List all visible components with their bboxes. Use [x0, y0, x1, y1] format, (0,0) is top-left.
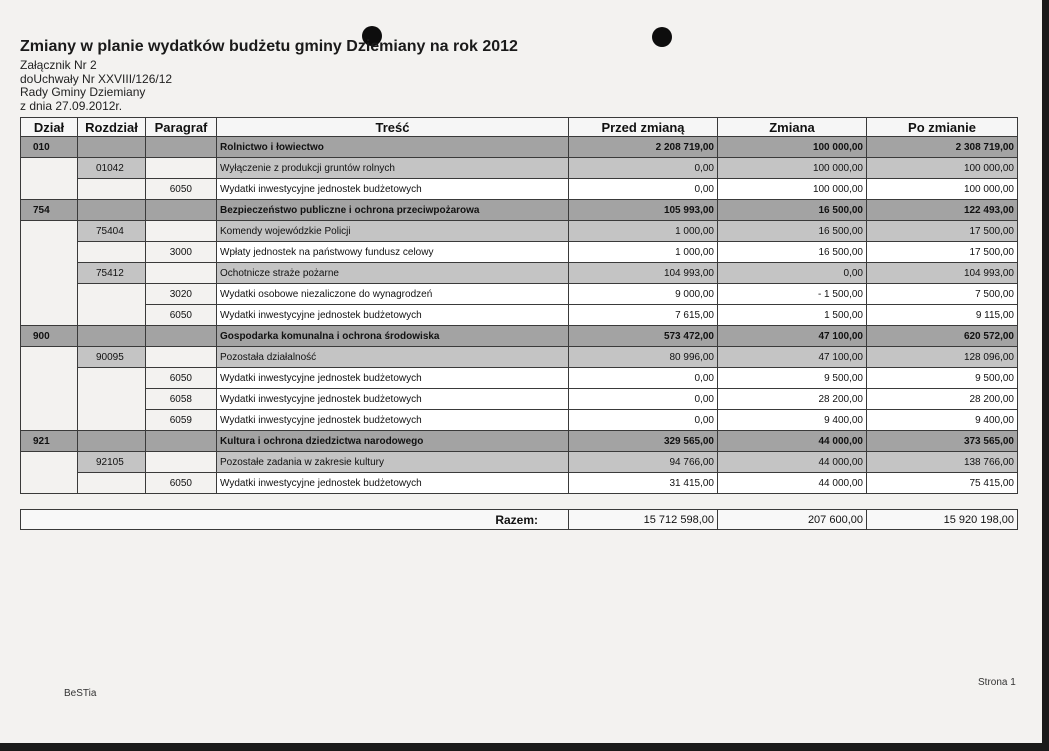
empty-cell: [21, 347, 78, 431]
zmiana-cell: 47 100,00: [718, 326, 867, 347]
empty-cell: [146, 137, 217, 158]
tresc-cell: Wydatki inwestycyjne jednostek budżetowych: [217, 368, 569, 389]
po-zmianie-cell: 17 500,00: [867, 221, 1018, 242]
tresc-cell: Rolnictwo i łowiectwo: [217, 137, 569, 158]
empty-cell: [78, 473, 146, 494]
przed-zmiana-cell: 94 766,00: [569, 452, 718, 473]
paragraf-code: 6059: [146, 410, 217, 431]
dzial-code: 010: [21, 137, 78, 158]
zmiana-cell: 9 400,00: [718, 410, 867, 431]
header-przed-zmiana: Przed zmianą: [569, 118, 718, 137]
total-zmiana: 207 600,00: [718, 510, 867, 530]
zmiana-cell: 9 500,00: [718, 368, 867, 389]
expenditure-table: [20, 117, 1018, 494]
po-zmianie-cell: 2 308 719,00: [867, 137, 1018, 158]
rozdzial-row: [21, 221, 1018, 242]
po-zmianie-cell: 138 766,00: [867, 452, 1018, 473]
paragraf-row: [21, 368, 1018, 389]
przed-zmiana-cell: 105 993,00: [569, 200, 718, 221]
przed-zmiana-cell: 7 615,00: [569, 305, 718, 326]
total-przed: 15 712 598,00: [569, 510, 718, 530]
tresc-cell: Pozostała działalność: [217, 347, 569, 368]
zmiana-cell: 44 000,00: [718, 473, 867, 494]
po-zmianie-cell: 9 500,00: [867, 368, 1018, 389]
total-label: Razem:: [21, 510, 569, 530]
table-header-row: [21, 118, 1018, 137]
przed-zmiana-cell: 573 472,00: [569, 326, 718, 347]
tresc-cell: Wydatki inwestycyjne jednostek budżetowych: [217, 473, 569, 494]
paragraf-code: 6058: [146, 389, 217, 410]
zmiana-cell: 100 000,00: [718, 137, 867, 158]
rozdzial-row: [21, 347, 1018, 368]
tresc-cell: Wydatki inwestycyjne jednostek budżetowych: [217, 389, 569, 410]
rozdzial-code: 75404: [78, 221, 146, 242]
paragraf-row: [21, 305, 1018, 326]
empty-cell: [146, 200, 217, 221]
punch-hole: [652, 27, 672, 47]
empty-cell: [78, 368, 146, 431]
tresc-cell: Komendy wojewódzkie Policji: [217, 221, 569, 242]
po-zmianie-cell: 7 500,00: [867, 284, 1018, 305]
header-po-zmianie: Po zmianie: [867, 118, 1018, 137]
przed-zmiana-cell: 0,00: [569, 368, 718, 389]
empty-cell: [21, 158, 78, 200]
zmiana-cell: 16 500,00: [718, 200, 867, 221]
zmiana-cell: 44 000,00: [718, 452, 867, 473]
rozdzial-row: [21, 158, 1018, 179]
przed-zmiana-cell: 1 000,00: [569, 221, 718, 242]
footer-page-number: Strona 1: [978, 677, 1016, 688]
zmiana-cell: 100 000,00: [718, 179, 867, 200]
paragraf-row: [21, 179, 1018, 200]
rozdzial-row: [21, 452, 1018, 473]
document-metadata: [20, 59, 172, 113]
total-po: 15 920 198,00: [867, 510, 1018, 530]
rozdzial-code: 90095: [78, 347, 146, 368]
paragraf-row: [21, 242, 1018, 263]
po-zmianie-cell: 128 096,00: [867, 347, 1018, 368]
po-zmianie-cell: 122 493,00: [867, 200, 1018, 221]
header-rozdzial: Rozdział: [78, 118, 146, 137]
przed-zmiana-cell: 1 000,00: [569, 242, 718, 263]
empty-cell: [21, 221, 78, 326]
resolution-number: doUchwały Nr XXVIII/126/12: [20, 71, 173, 86]
dzial-row: [21, 326, 1018, 347]
empty-cell: [146, 263, 217, 284]
header-paragraf: Paragraf: [146, 118, 217, 137]
zmiana-cell: 100 000,00: [718, 158, 867, 179]
zmiana-cell: 47 100,00: [718, 347, 867, 368]
dzial-code: 900: [21, 326, 78, 347]
po-zmianie-cell: 75 415,00: [867, 473, 1018, 494]
po-zmianie-cell: 100 000,00: [867, 179, 1018, 200]
paragraf-code: 6050: [146, 305, 217, 326]
przed-zmiana-cell: 104 993,00: [569, 263, 718, 284]
dzial-code: 754: [21, 200, 78, 221]
tresc-cell: Ochotnicze straże pożarne: [217, 263, 569, 284]
header-zmiana: Zmiana: [718, 118, 867, 137]
przed-zmiana-cell: 80 996,00: [569, 347, 718, 368]
paragraf-code: 6050: [146, 179, 217, 200]
przed-zmiana-cell: 31 415,00: [569, 473, 718, 494]
empty-cell: [21, 452, 78, 494]
header-tresc: Treść: [217, 118, 569, 137]
dzial-code: 921: [21, 431, 78, 452]
paragraf-code: 3020: [146, 284, 217, 305]
po-zmianie-cell: 620 572,00: [867, 326, 1018, 347]
dzial-row: [21, 200, 1018, 221]
przed-zmiana-cell: 0,00: [569, 179, 718, 200]
empty-cell: [146, 326, 217, 347]
dzial-row: [21, 431, 1018, 452]
header-dzial: Dział: [21, 118, 78, 137]
po-zmianie-cell: 373 565,00: [867, 431, 1018, 452]
paragraf-row: [21, 389, 1018, 410]
tresc-cell: Wydatki inwestycyjne jednostek budżetowych: [217, 179, 569, 200]
zmiana-cell: 1 500,00: [718, 305, 867, 326]
paragraf-row: [21, 473, 1018, 494]
przed-zmiana-cell: 0,00: [569, 410, 718, 431]
tresc-cell: Wpłaty jednostek na państwowy fundusz celowy: [217, 242, 569, 263]
tresc-cell: Bezpieczeństwo publiczne i ochrona przeciwpożarowa: [217, 200, 569, 221]
zmiana-cell: 44 000,00: [718, 431, 867, 452]
zmiana-cell: - 1 500,00: [718, 284, 867, 305]
przed-zmiana-cell: 0,00: [569, 389, 718, 410]
przed-zmiana-cell: 2 208 719,00: [569, 137, 718, 158]
rozdzial-code: 92105: [78, 452, 146, 473]
po-zmianie-cell: 9 115,00: [867, 305, 1018, 326]
tresc-cell: Wydatki osobowe niezaliczone do wynagrodzeń: [217, 284, 569, 305]
paragraf-code: 6050: [146, 368, 217, 389]
paragraf-code: 3000: [146, 242, 217, 263]
empty-cell: [78, 284, 146, 326]
resolution-date: z dnia 27.09.2012r.: [20, 98, 123, 113]
po-zmianie-cell: 17 500,00: [867, 242, 1018, 263]
empty-cell: [78, 137, 146, 158]
po-zmianie-cell: 9 400,00: [867, 410, 1018, 431]
paragraf-row: [21, 410, 1018, 431]
tresc-cell: Gospodarka komunalna i ochrona środowiska: [217, 326, 569, 347]
empty-cell: [78, 242, 146, 263]
council-name: Rady Gminy Dziemiany: [20, 85, 146, 99]
zmiana-cell: 0,00: [718, 263, 867, 284]
po-zmianie-cell: 104 993,00: [867, 263, 1018, 284]
attachment-number: Załącznik Nr 2: [20, 58, 97, 72]
dzial-row: [21, 137, 1018, 158]
empty-cell: [78, 431, 146, 452]
paragraf-row: [21, 284, 1018, 305]
document-title: Zmiany w planie wydatków budżetu gminy Dziemiany na rok 2012: [20, 38, 518, 55]
zmiana-cell: 28 200,00: [718, 389, 867, 410]
zmiana-cell: 16 500,00: [718, 242, 867, 263]
empty-cell: [146, 158, 217, 179]
zmiana-cell: 16 500,00: [718, 221, 867, 242]
po-zmianie-cell: 28 200,00: [867, 389, 1018, 410]
przed-zmiana-cell: 329 565,00: [569, 431, 718, 452]
total-table: [20, 509, 1018, 530]
tresc-cell: Pozostałe zadania w zakresie kultury: [217, 452, 569, 473]
empty-cell: [146, 221, 217, 242]
przed-zmiana-cell: 0,00: [569, 158, 718, 179]
tresc-cell: Wyłączenie z produkcji gruntów rolnych: [217, 158, 569, 179]
paragraf-code: 6050: [146, 473, 217, 494]
rozdzial-code: 75412: [78, 263, 146, 284]
tresc-cell: Kultura i ochrona dziedzictwa narodowego: [217, 431, 569, 452]
po-zmianie-cell: 100 000,00: [867, 158, 1018, 179]
total-row: [21, 510, 1018, 530]
empty-cell: [78, 200, 146, 221]
tresc-cell: Wydatki inwestycyjne jednostek budżetowych: [217, 305, 569, 326]
table-body: [21, 137, 1018, 494]
rozdzial-row: [21, 263, 1018, 284]
footer-software-name: BeSTia: [64, 688, 97, 699]
empty-cell: [78, 179, 146, 200]
empty-cell: [146, 431, 217, 452]
empty-cell: [78, 326, 146, 347]
empty-cell: [146, 452, 217, 473]
rozdzial-code: 01042: [78, 158, 146, 179]
tresc-cell: Wydatki inwestycyjne jednostek budżetowych: [217, 410, 569, 431]
przed-zmiana-cell: 9 000,00: [569, 284, 718, 305]
empty-cell: [146, 347, 217, 368]
